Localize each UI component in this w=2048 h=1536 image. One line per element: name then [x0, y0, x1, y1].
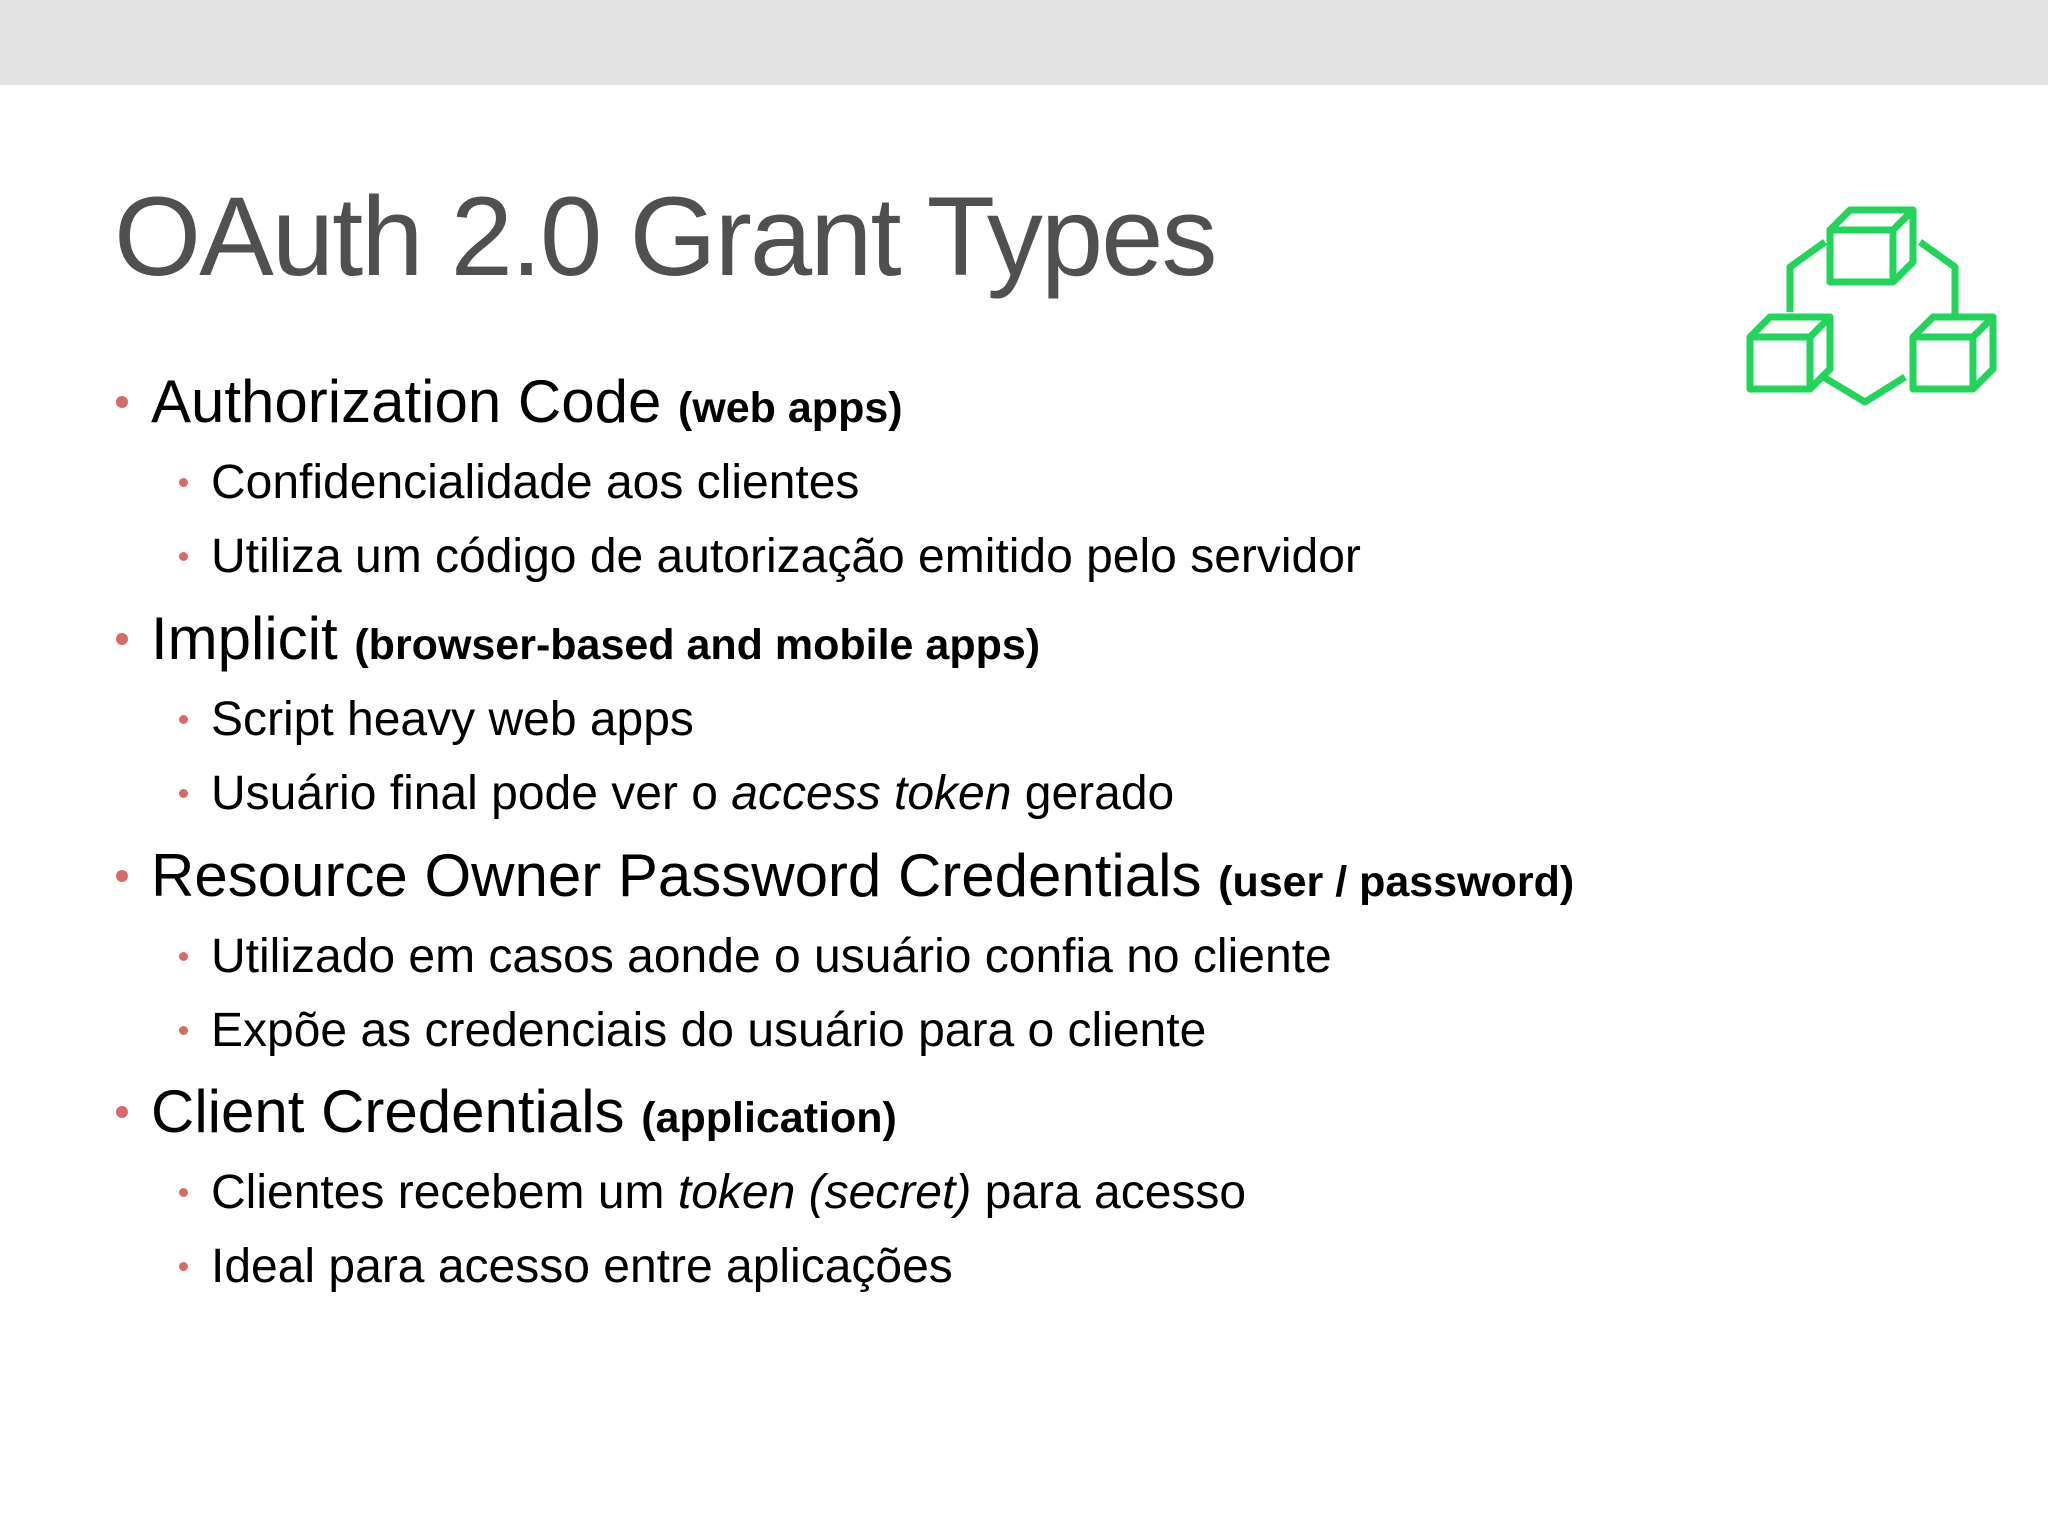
- sub-bullet: [211, 693, 694, 746]
- section-heading: [151, 605, 1041, 672]
- sub-bullet-text: Usuário final pode ver o: [211, 767, 732, 820]
- sub-bullet: [211, 767, 1175, 820]
- bullet-dot: [179, 1026, 188, 1035]
- bullet-dot: [116, 633, 128, 645]
- section-heading-text: Authorization Code: [151, 368, 662, 435]
- section-heading-text: Client Credentials: [151, 1078, 625, 1145]
- section-note: (user / password): [1218, 858, 1575, 906]
- section-heading-text: Implicit: [151, 605, 338, 672]
- sub-bullet-text: Ideal para acesso entre aplicações: [211, 1240, 953, 1293]
- sub-bullet: [211, 1240, 953, 1293]
- section-heading: [151, 368, 903, 435]
- sub-bullet-text: Utiliza um código de autorização emitido pelo servidor: [211, 530, 1361, 583]
- sub-bullet: [211, 456, 860, 509]
- bullet-dot: [179, 1188, 188, 1197]
- bullet-dot: [179, 715, 188, 724]
- sub-bullet-text: Expõe as credenciais do usuário para o cliente: [211, 1004, 1207, 1057]
- bullet-dot: [179, 952, 188, 961]
- sub-bullet: [211, 1004, 1207, 1057]
- sub-bullet-text: Confidencialidade aos clientes: [211, 456, 860, 509]
- window-top-bar: [0, 0, 2048, 85]
- bullet-dot: [179, 478, 188, 487]
- section-note: (web apps): [678, 384, 903, 432]
- sub-bullet-text: para acesso: [971, 1166, 1247, 1219]
- section-note: (application): [641, 1094, 897, 1142]
- section-heading-text: Resource Owner Password Credentials: [151, 842, 1202, 909]
- bullet-dot: [179, 552, 188, 561]
- bullet-dot: [116, 396, 128, 408]
- section-heading: [151, 1078, 897, 1145]
- sub-bullet-text: Utilizado em casos aonde o usuário confia no cliente: [211, 930, 1332, 983]
- sub-bullet: [211, 930, 1332, 983]
- sub-bullet: [211, 1166, 1247, 1219]
- sub-bullet-text: Clientes recebem um: [211, 1166, 678, 1219]
- bullet-dot: [179, 1262, 188, 1271]
- three-connected-cubes-icon: [1745, 197, 2007, 415]
- sub-bullet-text: gerado: [1011, 767, 1175, 820]
- slide-title: OAuth 2.0 Grant Types: [114, 174, 1216, 299]
- section-heading: [151, 842, 1575, 909]
- sub-bullet-emphasis: access token: [731, 767, 1012, 820]
- bullet-dot: [179, 789, 188, 798]
- bullet-dot: [116, 1106, 128, 1118]
- bullet-dot: [116, 870, 128, 882]
- section-note: (browser-based and mobile apps): [354, 621, 1041, 669]
- sub-bullet-text: Script heavy web apps: [211, 693, 694, 746]
- sub-bullet: [211, 530, 1361, 583]
- sub-bullet-emphasis: token (secret): [677, 1166, 972, 1219]
